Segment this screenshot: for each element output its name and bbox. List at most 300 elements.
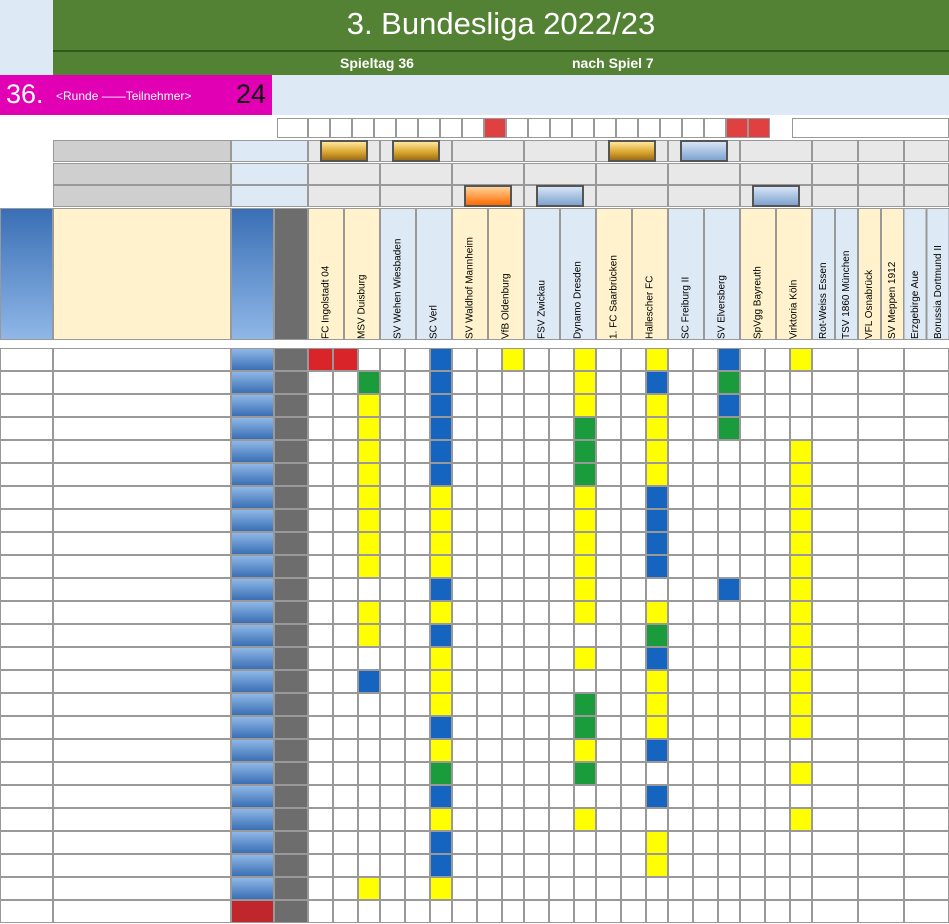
tip-cell bbox=[904, 762, 949, 785]
tip-home bbox=[524, 624, 549, 647]
bonus-cell bbox=[790, 877, 812, 900]
tip-away bbox=[477, 670, 502, 693]
tip-away bbox=[477, 440, 502, 463]
tip-home bbox=[668, 831, 693, 854]
tip-home bbox=[668, 532, 693, 555]
bonus-cell bbox=[574, 854, 596, 877]
player-name bbox=[53, 785, 231, 808]
tore-cell bbox=[274, 831, 308, 854]
result-cell bbox=[638, 118, 660, 138]
tip-home bbox=[308, 509, 333, 532]
tip-away bbox=[693, 647, 718, 670]
bonus-cell bbox=[574, 900, 596, 923]
bonus-cell bbox=[430, 486, 452, 509]
points-cell bbox=[231, 509, 274, 532]
bonus-cell bbox=[646, 624, 668, 647]
tip-home bbox=[380, 785, 405, 808]
posting-nr bbox=[0, 555, 53, 578]
tip-home bbox=[740, 831, 765, 854]
tip-cell bbox=[858, 831, 904, 854]
bonus-cell bbox=[358, 900, 380, 923]
result-cell bbox=[550, 118, 572, 138]
tore-cell bbox=[274, 693, 308, 716]
tip-away bbox=[549, 647, 574, 670]
tips-aus-value bbox=[812, 185, 858, 207]
bonus-cell bbox=[430, 808, 452, 831]
bonus-cell bbox=[646, 509, 668, 532]
bonus-cell bbox=[718, 440, 740, 463]
tip-cell bbox=[904, 693, 949, 716]
tip-home bbox=[308, 371, 333, 394]
bonus-cell bbox=[646, 463, 668, 486]
tip-home bbox=[740, 900, 765, 923]
tip-home bbox=[308, 900, 333, 923]
runde-label: <Runde ——Teilnehmer> bbox=[56, 89, 192, 103]
tip-cell bbox=[904, 601, 949, 624]
bonus-cell bbox=[358, 348, 380, 371]
tip-home bbox=[380, 394, 405, 417]
bonus-cell bbox=[358, 854, 380, 877]
bonus-cell bbox=[502, 624, 524, 647]
bonus-cell bbox=[790, 555, 812, 578]
bonus-cell bbox=[646, 440, 668, 463]
bonus-cell bbox=[574, 762, 596, 785]
player-name bbox=[53, 716, 231, 739]
tip-home bbox=[524, 348, 549, 371]
tips-aus-value bbox=[904, 185, 949, 207]
tip-away bbox=[477, 601, 502, 624]
tip-home bbox=[308, 716, 333, 739]
tip-away bbox=[405, 831, 430, 854]
bonus-cell bbox=[718, 785, 740, 808]
spielpaarungen-header bbox=[53, 208, 231, 340]
posting-nr bbox=[0, 854, 53, 877]
bonus-cell bbox=[574, 486, 596, 509]
tips-heim-value bbox=[740, 140, 812, 162]
tip-home bbox=[308, 762, 333, 785]
teilnehmer-count: 24 bbox=[236, 79, 267, 109]
tip-home bbox=[452, 854, 477, 877]
bonus-cell bbox=[790, 647, 812, 670]
tip-home bbox=[524, 440, 549, 463]
bonus-cell bbox=[790, 371, 812, 394]
posting-header bbox=[0, 208, 53, 340]
tip-home bbox=[524, 854, 549, 877]
tip-away bbox=[405, 854, 430, 877]
bonus-cell bbox=[718, 348, 740, 371]
bonus-cell bbox=[718, 762, 740, 785]
tip-away bbox=[333, 854, 358, 877]
bonus-cell bbox=[646, 486, 668, 509]
tip-away bbox=[621, 785, 646, 808]
tip-home bbox=[452, 486, 477, 509]
tip-away bbox=[765, 486, 790, 509]
result-cell bbox=[352, 118, 374, 138]
tip-cell bbox=[812, 555, 858, 578]
tip-home bbox=[740, 601, 765, 624]
bonus-cell bbox=[430, 417, 452, 440]
tip-cell bbox=[858, 762, 904, 785]
tip-home bbox=[524, 647, 549, 670]
tip-away bbox=[477, 831, 502, 854]
tip-home bbox=[668, 739, 693, 762]
bonus-cell bbox=[502, 348, 524, 371]
tip-away bbox=[621, 739, 646, 762]
bonus-cell bbox=[502, 762, 524, 785]
bonus-cell bbox=[502, 808, 524, 831]
tip-cell bbox=[858, 647, 904, 670]
tip-home bbox=[524, 463, 549, 486]
result-cell bbox=[726, 118, 748, 138]
tip-away bbox=[333, 624, 358, 647]
tip-home bbox=[452, 624, 477, 647]
tip-home bbox=[596, 762, 621, 785]
bonus-cell bbox=[574, 348, 596, 371]
tip-away bbox=[693, 417, 718, 440]
bonus-cell bbox=[718, 463, 740, 486]
bonus-cell bbox=[646, 693, 668, 716]
bonus-cell bbox=[718, 371, 740, 394]
bonus-cell bbox=[502, 486, 524, 509]
bonus-cell bbox=[646, 808, 668, 831]
result-cell bbox=[396, 118, 418, 138]
tip-home bbox=[668, 693, 693, 716]
result-cell bbox=[594, 118, 616, 138]
bonus-cell bbox=[502, 785, 524, 808]
tip-home bbox=[308, 877, 333, 900]
tip-away bbox=[765, 716, 790, 739]
tore-cell bbox=[274, 463, 308, 486]
tip-away bbox=[621, 877, 646, 900]
result-score-cell bbox=[277, 118, 308, 138]
tip-away bbox=[405, 486, 430, 509]
tip-cell bbox=[858, 371, 904, 394]
tip-home bbox=[524, 509, 549, 532]
bonus-cell bbox=[718, 417, 740, 440]
bonus-cell bbox=[718, 509, 740, 532]
tip-home bbox=[452, 900, 477, 923]
tip-cell bbox=[812, 601, 858, 624]
result-cell bbox=[748, 118, 770, 138]
bonus-cell bbox=[646, 371, 668, 394]
tip-home bbox=[740, 578, 765, 601]
tip-home bbox=[596, 486, 621, 509]
tip-away bbox=[765, 509, 790, 532]
tip-cell bbox=[858, 532, 904, 555]
tip-home bbox=[740, 670, 765, 693]
tips-heim-badge bbox=[680, 140, 728, 162]
tip-cell bbox=[812, 532, 858, 555]
tip-cell bbox=[858, 624, 904, 647]
tip-away bbox=[333, 348, 358, 371]
tip-away bbox=[765, 808, 790, 831]
tore-cell bbox=[274, 601, 308, 624]
tip-home bbox=[596, 371, 621, 394]
bonus-cell bbox=[430, 624, 452, 647]
team-header: FC Ingolstadt 04 bbox=[308, 208, 344, 340]
points-cell bbox=[231, 831, 274, 854]
bonus-cell bbox=[646, 739, 668, 762]
tip-home bbox=[524, 394, 549, 417]
tips-aus-badge bbox=[464, 185, 512, 207]
tip-cell bbox=[858, 348, 904, 371]
bonus-cell bbox=[574, 785, 596, 808]
bonus-cell bbox=[718, 831, 740, 854]
tip-away bbox=[765, 348, 790, 371]
tip-away bbox=[693, 509, 718, 532]
tip-away bbox=[765, 693, 790, 716]
tips-heim-label bbox=[53, 140, 231, 162]
tips-remis-value bbox=[452, 163, 524, 185]
tip-home bbox=[452, 670, 477, 693]
tip-home bbox=[524, 532, 549, 555]
tip-cell bbox=[812, 509, 858, 532]
tip-away bbox=[621, 762, 646, 785]
tip-away bbox=[405, 647, 430, 670]
tip-away bbox=[765, 854, 790, 877]
tip-away bbox=[333, 693, 358, 716]
tip-home bbox=[380, 854, 405, 877]
tip-home bbox=[308, 808, 333, 831]
tip-away bbox=[405, 900, 430, 923]
tip-away bbox=[693, 739, 718, 762]
tip-away bbox=[693, 900, 718, 923]
tip-home bbox=[308, 578, 333, 601]
tip-home bbox=[308, 739, 333, 762]
tip-cell bbox=[904, 670, 949, 693]
tips-remis-value bbox=[740, 163, 812, 185]
tip-away bbox=[621, 716, 646, 739]
result-cell bbox=[418, 118, 440, 138]
bonus-cell bbox=[430, 831, 452, 854]
bonus-cell bbox=[718, 624, 740, 647]
tip-home bbox=[668, 509, 693, 532]
bonus-cell bbox=[430, 693, 452, 716]
posting-nr bbox=[0, 348, 53, 371]
player-name bbox=[53, 555, 231, 578]
tip-cell bbox=[858, 463, 904, 486]
team-header: SV Wehen Wiesbaden bbox=[380, 208, 416, 340]
bonus-cell bbox=[574, 601, 596, 624]
tip-home bbox=[740, 624, 765, 647]
tip-away bbox=[693, 486, 718, 509]
tip-home bbox=[524, 716, 549, 739]
tip-home bbox=[596, 900, 621, 923]
bonus-cell bbox=[358, 877, 380, 900]
posting-nr bbox=[0, 900, 53, 923]
tip-away bbox=[693, 716, 718, 739]
bonus-cell bbox=[502, 739, 524, 762]
posting-nr bbox=[0, 647, 53, 670]
tip-home bbox=[740, 486, 765, 509]
tip-cell bbox=[812, 877, 858, 900]
tip-home bbox=[452, 762, 477, 785]
tip-home bbox=[452, 509, 477, 532]
tip-home bbox=[596, 831, 621, 854]
tip-home bbox=[668, 647, 693, 670]
tip-cell bbox=[858, 394, 904, 417]
team-header: MSV Duisburg bbox=[344, 208, 380, 340]
tip-cell bbox=[812, 670, 858, 693]
tip-away bbox=[405, 693, 430, 716]
tip-away bbox=[765, 394, 790, 417]
posting-nr bbox=[0, 693, 53, 716]
tip-away bbox=[549, 555, 574, 578]
tip-home bbox=[596, 394, 621, 417]
player-name bbox=[53, 693, 231, 716]
bonus-cell bbox=[502, 601, 524, 624]
posting-nr bbox=[0, 440, 53, 463]
points-cell bbox=[231, 348, 274, 371]
tip-home bbox=[452, 440, 477, 463]
points-cell bbox=[231, 371, 274, 394]
tip-cell bbox=[812, 854, 858, 877]
tip-away bbox=[765, 624, 790, 647]
tip-home bbox=[308, 417, 333, 440]
bonus-cell bbox=[358, 394, 380, 417]
bonus-cell bbox=[358, 762, 380, 785]
bonus-cell bbox=[430, 440, 452, 463]
tip-away bbox=[549, 808, 574, 831]
bonus-cell bbox=[790, 440, 812, 463]
bonus-cell bbox=[646, 532, 668, 555]
tip-away bbox=[333, 578, 358, 601]
tip-away bbox=[549, 394, 574, 417]
tip-away bbox=[693, 394, 718, 417]
tip-away bbox=[621, 831, 646, 854]
tips-remis-value bbox=[812, 163, 858, 185]
tip-away bbox=[693, 785, 718, 808]
bonus-cell bbox=[646, 555, 668, 578]
tip-cell bbox=[904, 831, 949, 854]
tip-away bbox=[333, 486, 358, 509]
tip-away bbox=[477, 578, 502, 601]
tip-home bbox=[524, 739, 549, 762]
bonus-cell bbox=[430, 371, 452, 394]
bonus-cell bbox=[574, 555, 596, 578]
bonus-cell bbox=[574, 877, 596, 900]
tip-away bbox=[621, 808, 646, 831]
tips-aus-value bbox=[596, 185, 668, 207]
bonus-cell bbox=[790, 601, 812, 624]
tip-away bbox=[549, 509, 574, 532]
bonus-cell bbox=[574, 417, 596, 440]
tip-home bbox=[452, 647, 477, 670]
bonus-cell bbox=[646, 716, 668, 739]
points-cell bbox=[231, 555, 274, 578]
tip-away bbox=[765, 532, 790, 555]
tip-away bbox=[621, 371, 646, 394]
tip-home bbox=[668, 808, 693, 831]
tip-cell bbox=[904, 532, 949, 555]
bonus-cell bbox=[574, 578, 596, 601]
blue-strip bbox=[272, 75, 949, 115]
tip-home bbox=[668, 716, 693, 739]
tip-home bbox=[524, 601, 549, 624]
tip-away bbox=[549, 877, 574, 900]
tip-away bbox=[549, 831, 574, 854]
tip-away bbox=[765, 417, 790, 440]
tore-cell bbox=[274, 739, 308, 762]
tip-cell bbox=[812, 440, 858, 463]
tip-cell bbox=[858, 900, 904, 923]
points-cell bbox=[231, 785, 274, 808]
tip-away bbox=[549, 532, 574, 555]
bonus-cell bbox=[502, 463, 524, 486]
tip-cell bbox=[812, 716, 858, 739]
tip-away bbox=[693, 532, 718, 555]
bonus-cell bbox=[718, 532, 740, 555]
tip-home bbox=[596, 808, 621, 831]
tip-away bbox=[333, 440, 358, 463]
tip-home bbox=[380, 348, 405, 371]
tip-away bbox=[477, 854, 502, 877]
tip-away bbox=[693, 348, 718, 371]
tip-cell bbox=[858, 578, 904, 601]
bonus-cell bbox=[790, 739, 812, 762]
tore-cell bbox=[274, 854, 308, 877]
bonus-cell bbox=[790, 670, 812, 693]
result-cell bbox=[660, 118, 682, 138]
tip-home bbox=[596, 348, 621, 371]
tip-cell bbox=[858, 785, 904, 808]
tore-cell bbox=[274, 440, 308, 463]
tip-away bbox=[693, 762, 718, 785]
bonus-cell bbox=[430, 716, 452, 739]
tip-away bbox=[549, 716, 574, 739]
tip-away bbox=[333, 647, 358, 670]
tip-away bbox=[405, 601, 430, 624]
tip-home bbox=[452, 532, 477, 555]
team-header: Erzgebirge Aue bbox=[904, 208, 927, 340]
points-cell bbox=[231, 854, 274, 877]
tip-cell bbox=[904, 854, 949, 877]
bonus-cell bbox=[358, 532, 380, 555]
player-name bbox=[53, 624, 231, 647]
result-cell bbox=[462, 118, 484, 138]
player-name bbox=[53, 854, 231, 877]
tore-cell bbox=[274, 808, 308, 831]
tip-home bbox=[668, 785, 693, 808]
tore-cell bbox=[274, 716, 308, 739]
tip-home bbox=[452, 739, 477, 762]
tips-aus-badge bbox=[536, 185, 584, 207]
bonus-cell bbox=[502, 555, 524, 578]
tip-cell bbox=[858, 693, 904, 716]
tip-away bbox=[405, 463, 430, 486]
tip-home bbox=[524, 693, 549, 716]
tip-away bbox=[549, 900, 574, 923]
tip-away bbox=[477, 348, 502, 371]
tore-cell bbox=[274, 877, 308, 900]
tip-home bbox=[380, 739, 405, 762]
points-cell bbox=[231, 601, 274, 624]
bonus-cell bbox=[502, 670, 524, 693]
tip-away bbox=[549, 348, 574, 371]
tore-cell bbox=[274, 624, 308, 647]
result-cell bbox=[506, 118, 528, 138]
tip-home bbox=[524, 762, 549, 785]
tip-home bbox=[668, 394, 693, 417]
tip-home bbox=[668, 877, 693, 900]
tip-away bbox=[477, 371, 502, 394]
tip-cell bbox=[812, 739, 858, 762]
tip-cell bbox=[812, 831, 858, 854]
tip-away bbox=[477, 509, 502, 532]
tips-remis-value bbox=[668, 163, 740, 185]
tips-remis-value bbox=[904, 163, 949, 185]
tip-away bbox=[333, 900, 358, 923]
